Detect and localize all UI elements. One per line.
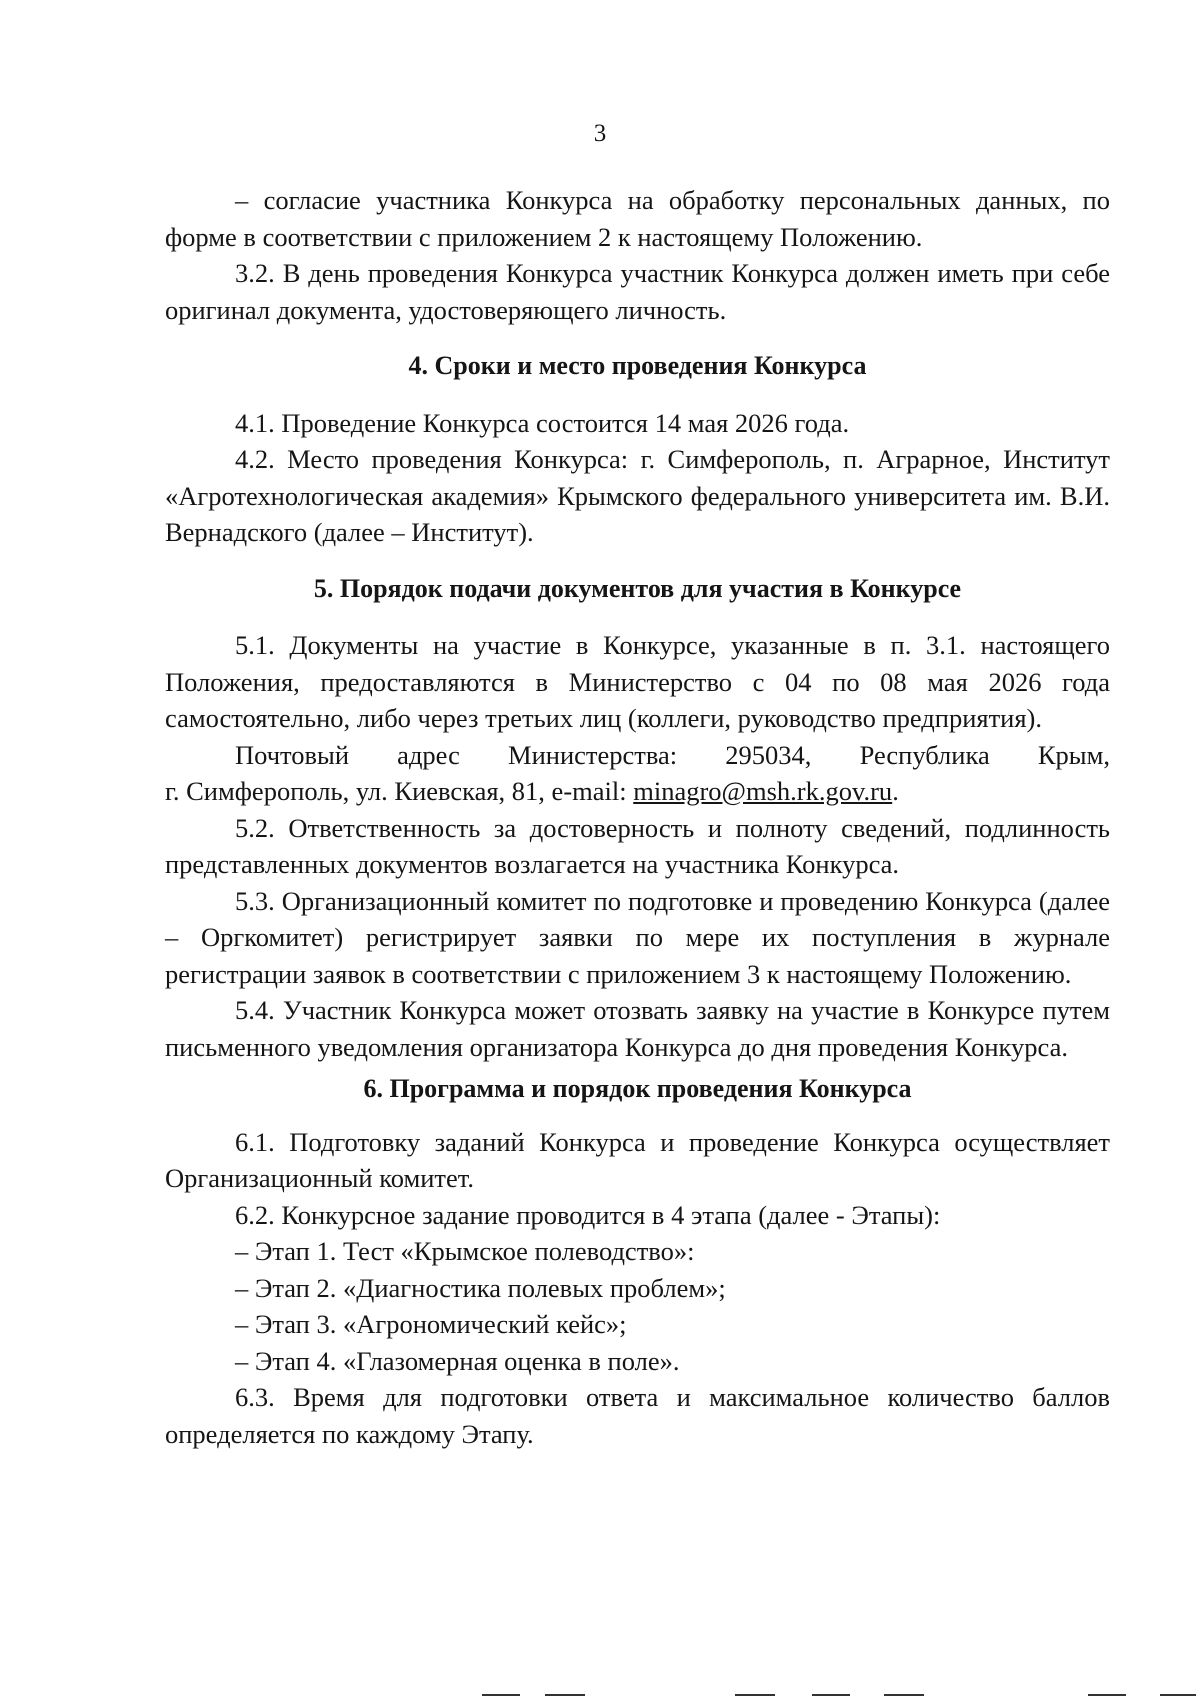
page-number: 3 bbox=[593, 120, 607, 147]
paragraph-6-2: 6.2. Конкурсное задание проводится в 4 этапа (далее - Этапы): bbox=[235, 1199, 941, 1230]
postal-address-line: Почтовый адрес Министерства: 295034, Республика Крым, bbox=[235, 739, 1110, 770]
paragraph-3-2: 3.2. В день проведения Конкурса участник Конкурса должен иметь при себе оригинал документа, удостоверяющего личность. bbox=[165, 258, 1110, 325]
consent-paragraph: – согласие участника Конкурса на обработку персональных данных, по форме в соответствии с приложением 2 к настоящему Положению. bbox=[165, 185, 1110, 252]
scan-line bbox=[482, 1694, 520, 1696]
scan-line bbox=[812, 1694, 850, 1696]
paragraph-5-1: 5.1. Документы на участие в Конкурсе, указанные в п. 3.1. настоящего Положения, предоставляются в Министерство с 04 по 08 мая 2026 года самостоятельно, либо через третьих лиц (коллеги, руководство предприятия). bbox=[165, 630, 1110, 733]
scan-line bbox=[545, 1694, 585, 1696]
paragraph-4-1: 4.1. Проведение Конкурса состоится 14 мая 2026 года. bbox=[235, 407, 850, 438]
document-body bbox=[165, 182, 1110, 1452]
stage-list-item: – Этап 4. «Глазомерная оценка в поле». bbox=[235, 1345, 680, 1376]
postal-address-end: . bbox=[892, 776, 899, 806]
stage-list-item: – Этап 3. «Агрономический кейс»; bbox=[235, 1309, 627, 1339]
paragraph-6-1: 6.1. Подготовку заданий Конкурса и проведение Конкурса осуществляет Организационный комитет. bbox=[165, 1126, 1110, 1193]
postal-address-text: г. Симферополь, ул. Киевская, 81, e-mail: bbox=[165, 776, 634, 806]
paragraph-5-3: 5.3. Организационный комитет по подготовке и проведению Конкурса (далее – Оргкомитет) регистрирует заявки по мере их поступления в журнале регистрации заявок в соответствии с приложением 3 к настоящему Положению. bbox=[165, 885, 1110, 989]
paragraph-5-4: 5.4. Участник Конкурса может отозвать заявку на участие в Конкурсе путем письменного уведомления организатора Конкурса до дня проведения Конкурса. bbox=[165, 995, 1110, 1062]
section-4-heading: 4. Сроки и место проведения Конкурса bbox=[408, 351, 867, 380]
postal-address-continued bbox=[165, 773, 1110, 810]
stage-list-item: – Этап 2. «Диагностика полевых проблем»; bbox=[235, 1272, 726, 1303]
section-6-heading: 6. Программа и порядок проведения Конкурса bbox=[363, 1074, 912, 1103]
email-link[interactable]: minagro@msh.rk.gov.ru bbox=[633, 776, 893, 806]
scan-line bbox=[884, 1694, 924, 1696]
scan-line bbox=[1160, 1694, 1196, 1696]
footer-scan-lines bbox=[0, 1694, 1200, 1697]
paragraph-5-2: 5.2. Ответственность за достоверность и полноту сведений, подлинность представленных документов возлагается на участника Конкурса. bbox=[165, 812, 1110, 879]
section-5-heading: 5. Порядок подачи документов для участия в Конкурсе bbox=[313, 573, 962, 603]
stage-list-item: – Этап 1. Тест «Крымское полеводство»: bbox=[235, 1236, 695, 1266]
scan-line bbox=[735, 1694, 775, 1696]
scan-line bbox=[1088, 1694, 1126, 1696]
paragraph-4-2: 4.2. Место проведения Конкурса: г. Симферополь, п. Аграрное, Институт «Агротехнологическая академия» Крымского федерального университета им. В.И. Вернадского (далее – Институт). bbox=[165, 444, 1110, 547]
paragraph-6-3: 6.3. Время для подготовки ответа и максимальное количество баллов определяется по каждому Этапу. bbox=[165, 1382, 1110, 1449]
